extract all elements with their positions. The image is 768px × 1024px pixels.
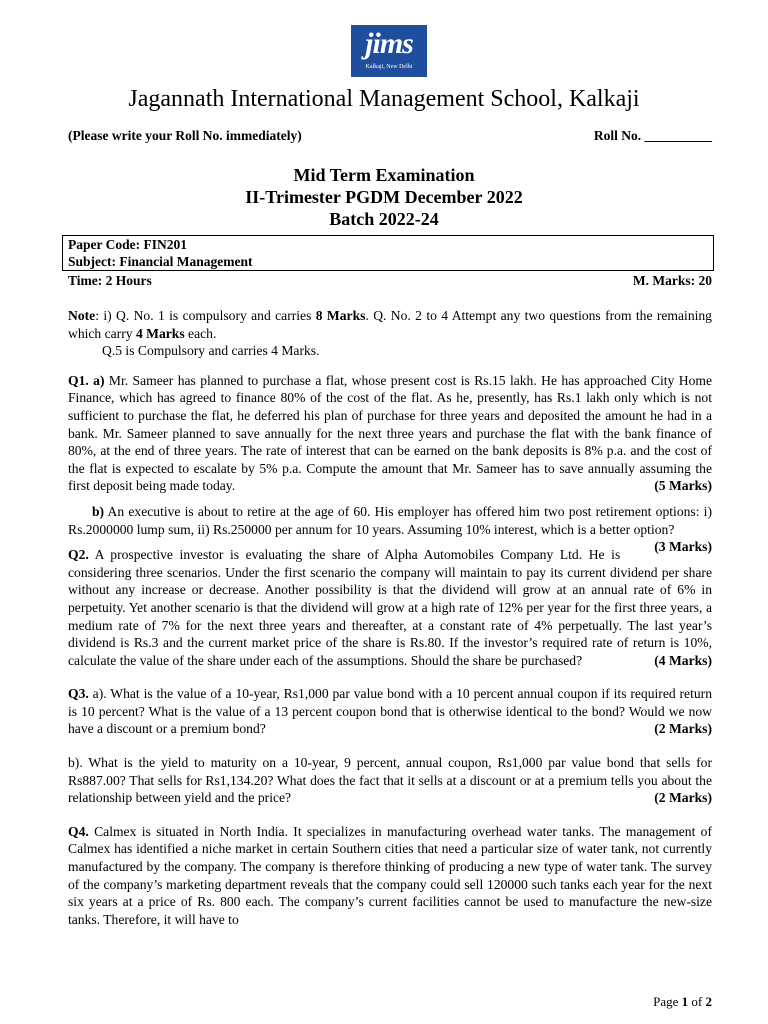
question-1a [68,372,712,495]
question-body [68,307,712,928]
q3b-text: b). What is the yield to maturity on a 10-year, 9 percent, annual coupon, Rs1,000 par value bond that sells for Rs887.00? That sells for Rs1,134.20? What does the fact that it sells at a discount or at a premium tells you about the relationship between yield and the price? [68,755,712,806]
exam-term: II-Trimester PGDM December 2022 [245,187,523,207]
exam-time: Time: 2 Hours [68,273,152,288]
logo-word: jims [365,27,413,60]
roll-number-field: Roll No. __________ [593,128,712,143]
logo-subtitle: Kalkaji, New Delhi [365,64,413,70]
page-footer [653,994,712,1010]
q1a-text: Mr. Sameer has planned to purchase a flat, whose present cost is Rs.15 lakh. He has approached City Home Finance, which has agreed to finance 80% of the cost of the flat. As he, presently, has Rs.1 lakh only which is not sufficient to purchase the flat, he deferred his plan of purchase for three years and deposited the amount he had in a bank. Mr. Sameer planned to save annually for the next three years and purchase the flat with the bank finance of 80%, at the end of three years. The rate of interest that can be earned on the bank deposits is 8% p.a. and the cost of the flat is expected to escalate by 5% p.a. Compute the amount that Mr. Sameer has to save annually assuming the first deposit being made today. [68,372,712,494]
q3a-text: a). What is the value of a 10-year, Rs1,000 par value bond with a 10 percent annual coupon if its required return is 10 percent? What is the value of a 13 percent coupon bond that is otherwise identical to the bond? Would we now have a discount or a premium bond? [68,686,712,737]
note-bold-1: 8 Marks [315,308,366,323]
exam-batch: Batch 2022-24 [329,209,439,229]
footer-of-word: of [688,994,706,1009]
question-4 [68,823,712,929]
q1a-marks: (5 Marks) [654,478,712,494]
q2-label: Q2. [68,547,89,563]
note-text-2: . Q. No. 2 to 4 Attempt any two questions from the remaining which carry [68,308,712,341]
q1a-label: Q1. a) [68,372,105,388]
q2-text: A prospective investor is evaluating the share of Alpha Automobiles Company Ltd. He is considering three scenarios. Under the first scenario the company will maintain to pay its current dividend per share without any increase or decrease. Another possibility is that the dividend will grow at an annual rate of 6% in perpetuity. Yet another scenario is that the dividend will grow at a high rate of 12% per year for the first three years, a medium rate of 7% for the next three years and thereafter, at a constant rate of 4% perpetually. The last year’s dividend is Rs.3 and the current market price of the share is Rs.80. If the investor’s required rate of return is 10%, calculate the value of the share under each of the assumptions. Should the share be purchased? [68,547,712,668]
footer-page-word: Page [653,994,682,1009]
q1b-marks: (3 Marks) [654,539,712,555]
exam-heading [0,164,768,230]
roll-instruction: (Please write your Roll No. immediately) [68,128,302,143]
note-text-1: : i) Q. No. 1 is compulsory and carries [95,308,316,323]
q3a-marks: (2 Marks) [654,721,712,737]
paper-info-box [62,235,714,271]
q4-label: Q4. [68,823,89,839]
exam-title: Mid Term Examination [293,165,475,185]
note-bold-2: 4 Marks [135,325,185,341]
q3b-marks: (2 Marks) [654,790,712,806]
q1b-text: An executive is about to retire at the age of 60. His employer has offered him two post retirement options: i) Rs.2000000 lump sum, ii) Rs.250000 per annum for 10 years. Assuming 10% interest, which is a better option? [68,503,712,537]
note-line-2: Q.5 is Compulsory and carries 4 Marks. [102,343,320,359]
footer-page-number: 1 [681,994,689,1009]
q4-text: Calmex is situated in North India. It specializes in manufacturing overhead water tanks. The management of Calmex has identified a niche market in certain Southern cities that need a particular size of water tank, not currently manufactured by the company. The company is therefore thinking of producing a new type of water tank. The survey of the company’s marketing department reveals that the company could sell 120000 such tanks each year for the next six years at a price of Rs. 800 each. The company’s current facilities cannot be used to manufacture the new-size tanks. Therefore, it will have to [68,823,712,927]
note-text-3: each. [184,325,217,341]
paper-subject: Subject: Financial Management [68,254,253,269]
note-label: Note [68,308,96,323]
max-marks: M. Marks: 20 [632,273,712,288]
school-name: Jagannath International Management School, Kalkaji [128,86,640,112]
q2-marks: (4 Marks) [654,652,712,668]
question-3b [68,754,712,807]
jims-logo [351,25,427,77]
paper-code: Paper Code: FIN201 [68,237,187,252]
question-2 [68,546,712,669]
time-marks-row [68,273,712,289]
note [68,307,712,342]
footer-page-total: 2 [705,994,712,1009]
question-3a [68,685,712,738]
q3-label: Q3. [68,686,89,702]
q1b-label: b) [92,503,105,519]
